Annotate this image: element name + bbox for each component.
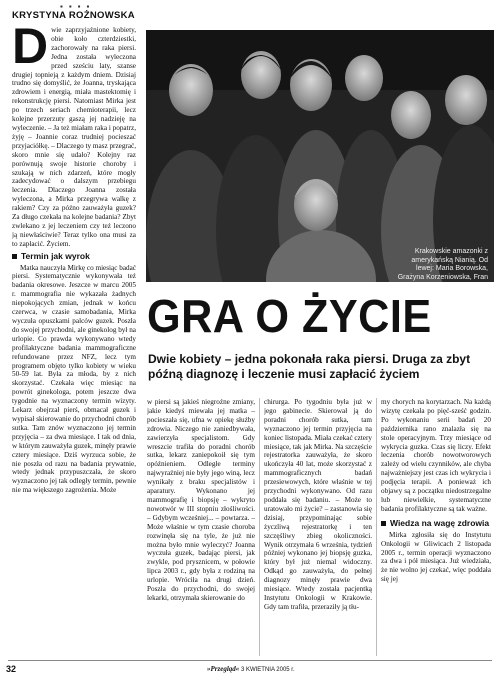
article-photo bbox=[146, 30, 494, 282]
header-dots: ▪ ▪ ▪ ▪ bbox=[60, 2, 92, 11]
dropcap-letter: D bbox=[12, 26, 49, 74]
section-heading-wiedza: Wiedza na wagę zdrowia bbox=[381, 519, 491, 528]
column-3-text: chirurga. Po tygodniu była już w jego gabinecie. Skierował ją do poradni chorób sutka, tam wyznaczono jej termin przyjęcia na koniec listopada. Miała czekać cztery miesiące, tak jak Mirka. Na szczęście rejestratorka zauważyła, że skoro ukończyła 40 lat, może skorzystać z mammograficznych badań przesiewowych, które właśnie w tej przychodni wykonywano. Od razu poddała się badaniu. – Może to uratowało mi życie? – zastanowia się dzisiaj, przypominając sobie życzliwą rejestratorkę i ten szczęśliwy zbieg okoliczności. Wynik otrzymała 6 września, tydzień później wykonano jej biopsję guzka, który był już niemal widoczny. Odkąd go zauważyła, do pełnej diagnozy minęły prawie dwa miesiące. Wtedy została pacjentką Instytutu Onkologii w Krakowie. Gdy tam trafiła, przeraziły ją tłu- bbox=[264, 398, 372, 611]
author-byline: KRYSTYNA ROŻNOWSKA bbox=[12, 10, 135, 21]
bullet-square-icon bbox=[381, 521, 386, 526]
article-headline: GRA O ŻYCIE bbox=[147, 290, 432, 342]
bullet-square-icon bbox=[12, 254, 17, 259]
column-4-text: my chorych na korytarzach. Na każdą wizytę czekała po pięć-sześć godzin. Po wykonaniu serii badań 20 października rano znalazła się na stole operacyjnym. Trzy miesiące od wykrycia guzka. Czas się liczy. Efekt leczenia chorób nowotworowych zależy od wielu czynników, ale chyba najważniejszy jest czas ich wykrycia i podjęcia terapii. A ponieważ ich objawy są z początku niedostrzegalne lub niewielkie, systematyczne badania profilaktyczne są tak ważne. bbox=[381, 398, 491, 513]
group-photo-illustration bbox=[146, 30, 494, 282]
column-2-text: w piersi są jakieś niegroźne zmiany, jakie kiedyś miewała jej matka – pocieszała się, ufna w opiekę służby zdrowia. Niczego nie zaniedbywała, zawierzyła specjalistom. Gdy wreszcie trafiła do poradni chorób sutka, lekarz zaniepokoił się tym opóźnieniem. Odległe terminy najwyraźniej nie były jego winą, lecz wynikały z braku specjalistów i aparatury. Wykonano jej mammografię i biopsję – wykryto nowotwór w III stopniu złośliwości. – Gdybym wcześniej... – powtarza. – Może właśnie w tym czasie choroba rozwinęła się na tyle, że już nie można było mnie wyleczyć? Joanna wyczuła guzek, badając piersi, jak zwykle, pod prysznicem, w połowie lipca 2003 r., gdy była z rodziną na urlopie. Wróciła na drugi dzień. Poszła do przychodni, do swojej lekarki, otrzymała skierowanie do bbox=[147, 398, 255, 602]
section-text-termin: Matka nauczyła Mirkę co miesiąc badać piersi. Systematycznie wykonywała też badania okresowe. Jeszcze w marcu 2005 r. mammografia nie wykazała żadnych niepokojących zmian, jednak w końcu czerwca, w czasie samobadania, Mirka wyczuła opuszkami palców guzek. Poszła do swojej przychodni, ale ginekolog był na urlopie. Co prawda wykonywano wtedy profilaktyczne badania mammograficzne refundowane przez NFZ, lecz tym programem objęto tylko kobiety w wieku 50-59 lat. Była za młoda, by z nich skorzystać. Czekała więc miesiąc na powrót ginekologa, potem jeszcze dwa tygodnie na wyznaczony termin wizyty. Lekarz obejrzał pierś, obmacał guzek i wypisał skierowanie do przychodni chorób sutka. Tam znów wyznaczono jej termin przyjęcia – za dwa miesiące. I tak od dnia, w którym zauważyła guzek, minęły prawie cztery miesiące. Dziś wyrzuca sobie, że nie poszła od razu na badania prywatnie, wtedy jednak przypuszczała, że skoro wyznaczono jej tak odległy termin, pewnie nie ma większego zagrożenia. Może bbox=[12, 263, 136, 495]
article-column-2 bbox=[147, 398, 255, 656]
article-column-3 bbox=[264, 398, 372, 656]
intro-text: wie zaprzyjaźnione kobiety, obie koło czterdziestki, zachorowały na raka piersi. Jedna została wyleczona przed sześciu laty, szanse drugiej topnieją z każdym dniem. Dzisiaj trudno się domyślić, że Joanna, tryskająca zdrowiem i energią, miała mastektomię i rekonstrukcję piersi. Natomiast Mirka jest po trzech seriach chemioterapii, lecz kolejne przerzuty gaszą jej nadzieję na wyleczenie. – Ja też miałam raka i popatrz, żyję – Joannie coraz trudniej pocieszać przyjaciółkę. – Dlaczego ty masz przegrać, skoro mnie się udało? Kolejny raz porównują swoje historie choroby i szukają w nich zdarzeń, które mogły zadecydować o dalszym przebiegu leczenia. Dlaczego Joanna została wyleczona, a Mirka przegrywa walkę z rakiem? Czy za późno zauważyła guzek? Za długo czekała na kolejne badania? Zbyt zwlekano z jej leczeniem czy też leczono ją niewłaściwie? Teraz tylko ona musi za to zapłacić. Życiem. bbox=[12, 26, 136, 248]
article-lead: Dwie kobiety – jedna pokonała raka piersi. Druga za zbyt późną diagnozę i leczenie musi zapłacić życiem bbox=[148, 352, 471, 381]
magazine-brand: »Przegląd« bbox=[207, 665, 240, 673]
column-4-text-wiedza: Mirka zgłosiła się do Instytutu Onkologii w Gliwicach 2 listopada 2005 r., termin operacji wyznaczono za dwa i pół miesiąca. Już wiedziała, że nie wolno jej czekać, więc poddała się jej bbox=[381, 530, 491, 584]
column-divider bbox=[259, 398, 260, 656]
article-column-left bbox=[12, 26, 136, 656]
section-heading-termin: Termin jak wyrok bbox=[12, 252, 136, 261]
page-number: 32 bbox=[6, 664, 17, 674]
article-column-4 bbox=[381, 398, 491, 656]
footer-rule bbox=[8, 660, 492, 661]
issue-date: 3 KWIETNIA 2005 r. bbox=[240, 667, 295, 673]
footer-issue bbox=[207, 665, 295, 673]
column-divider bbox=[376, 398, 377, 656]
intro-paragraph bbox=[12, 26, 136, 249]
photo-caption: Krakowskie amazonki z amerykańską Nianią. Od lewej: Maria Borowska, Grażyna Korzeniowska, Fran bbox=[397, 248, 488, 282]
